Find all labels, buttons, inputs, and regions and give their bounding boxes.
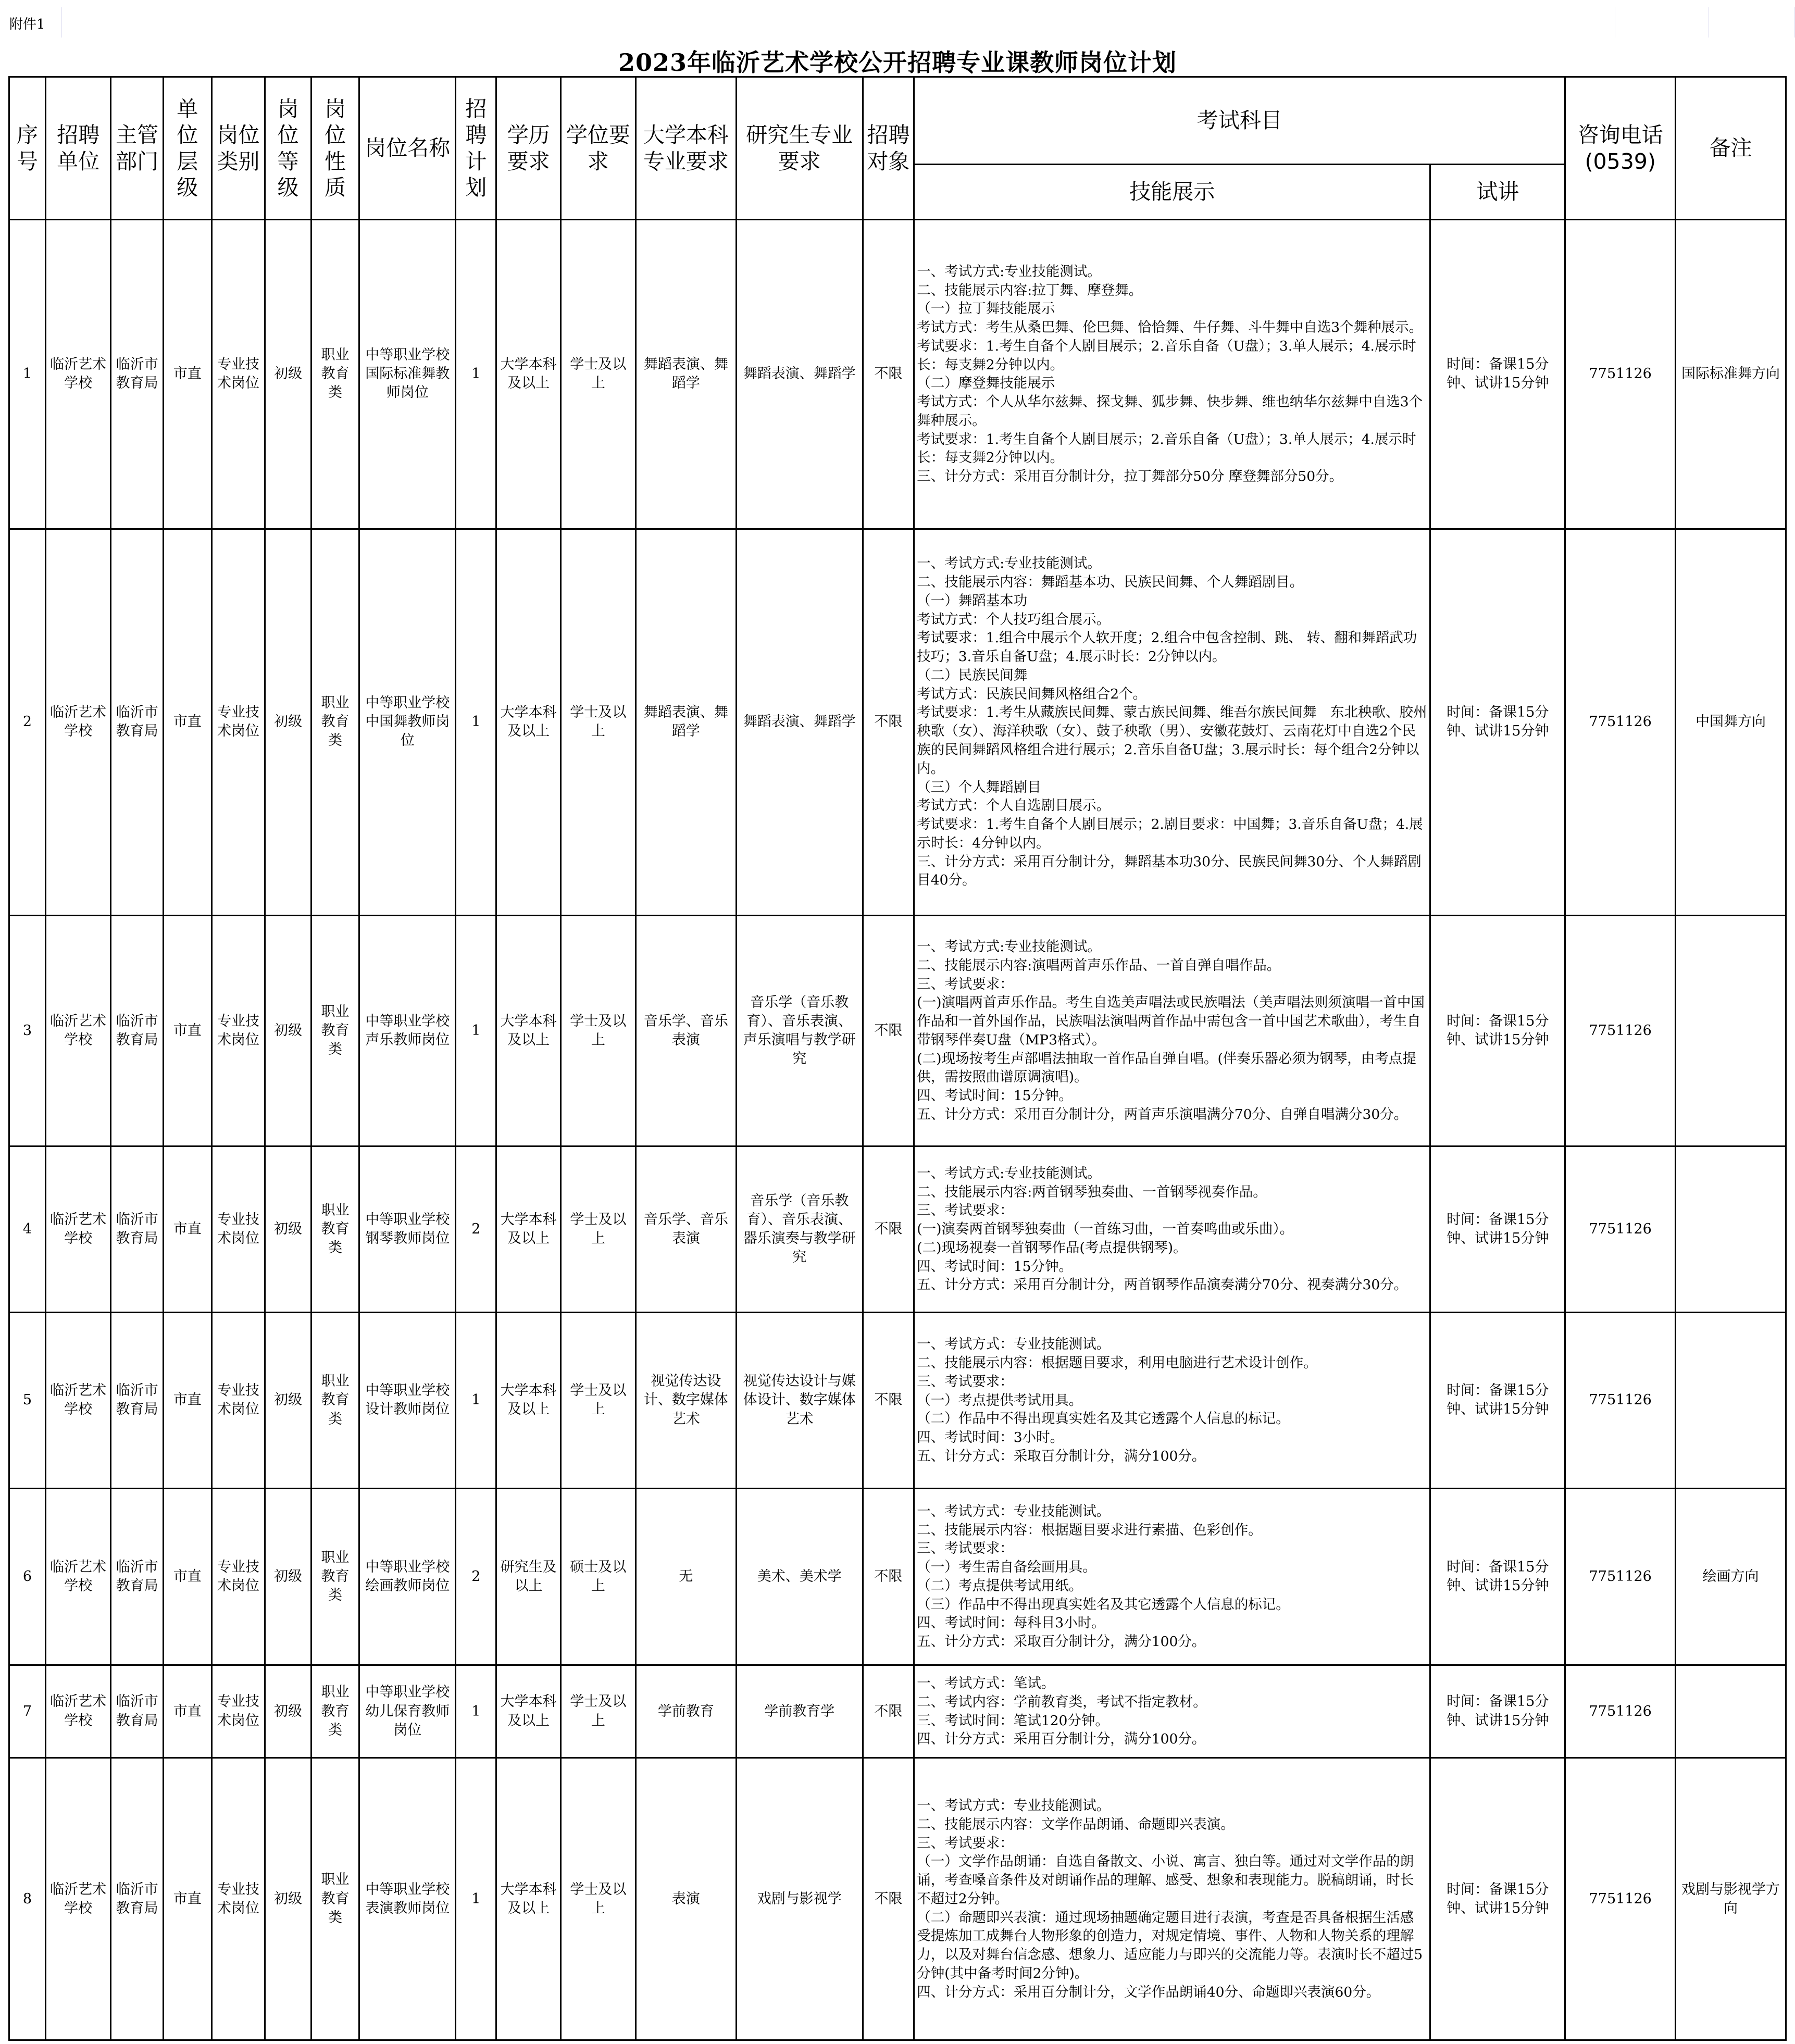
level-cell: 市直 — [164, 1488, 212, 1665]
education-cell: 研究生及以上 — [496, 1488, 560, 1665]
dept-cell: 临沂市教育局 — [111, 1312, 164, 1488]
nature-cell: 职业教育类 — [311, 1146, 359, 1313]
post-name-cell: 中等职业学校幼儿保育教师岗位 — [359, 1665, 456, 1758]
table-row — [9, 1665, 1786, 1758]
grade-cell: 初级 — [265, 1488, 311, 1665]
level-cell: 市直 — [164, 220, 212, 529]
header-nature: 岗位性质 — [311, 77, 359, 220]
trial-cell: 时间：备课15分钟、试讲15分钟 — [1430, 1488, 1565, 1665]
skills-exam-cell: 一、考试方式：专业技能测试。 二、技能展示内容：根据题目要求，利用电脑进行艺术设计创作。 三、考试要求： （一）考点提供考试用具。 （二）作品中不得出现真实姓名及其它透露个人信息的标记。 四、考试时间：3小时。 五、计分方式：采取百分制计分，满分100分。 — [914, 1312, 1430, 1488]
undergrad-major-cell: 音乐学、音乐表演 — [635, 1146, 736, 1313]
remarks-cell: 绘画方向 — [1676, 1488, 1786, 1665]
unit-cell: 临沂艺术学校 — [45, 529, 110, 915]
trial-cell: 时间：备课15分钟、试讲15分钟 — [1430, 1146, 1565, 1313]
post-name-cell: 中等职业学校设计教师岗位 — [359, 1312, 456, 1488]
grad-major-cell: 视觉传达设计与媒体设计、数字媒体艺术 — [736, 1312, 863, 1488]
grade-cell: 初级 — [265, 915, 311, 1146]
unit-cell: 临沂艺术学校 — [45, 1665, 110, 1758]
phone-cell: 7751126 — [1565, 1488, 1676, 1665]
target-cell: 不限 — [863, 1488, 914, 1665]
education-cell: 大学本科及以上 — [496, 529, 560, 915]
category-cell: 专业技术岗位 — [211, 220, 265, 529]
unit-cell: 临沂艺术学校 — [45, 1758, 110, 2040]
grad-major-cell: 舞蹈表演、舞蹈学 — [736, 529, 863, 915]
plan-cell: 1 — [456, 1758, 496, 2040]
degree-cell: 学士及以上 — [560, 1665, 635, 1758]
nature-cell: 职业教育类 — [311, 915, 359, 1146]
degree-cell: 学士及以上 — [560, 220, 635, 529]
degree-cell: 学士及以上 — [560, 529, 635, 915]
header-exam: 考试科目 — [914, 77, 1565, 165]
grad-major-cell: 美术、美术学 — [736, 1488, 863, 1665]
education-cell: 大学本科及以上 — [496, 220, 560, 529]
seq-cell: 3 — [9, 915, 46, 1146]
dept-cell: 临沂市教育局 — [111, 220, 164, 529]
grad-major-cell: 戏剧与影视学 — [736, 1758, 863, 2040]
table-row — [9, 220, 1786, 529]
table-row — [9, 915, 1786, 1146]
undergrad-major-cell: 学前教育 — [635, 1665, 736, 1758]
header-row — [9, 77, 1786, 165]
plan-cell: 1 — [456, 915, 496, 1146]
education-cell: 大学本科及以上 — [496, 1758, 560, 2040]
grade-cell: 初级 — [265, 1665, 311, 1758]
header-level: 单位层级 — [164, 77, 212, 220]
post-name-cell: 中等职业学校国际标准舞教师岗位 — [359, 220, 456, 529]
skills-exam-cell: 一、考试方式:专业技能测试。 二、技能展示内容:演唱两首声乐作品、一首自弹自唱作品。 三、考试要求： (一)演唱两首声乐作品。考生自选美声唱法或民族唱法（美声唱法则须演唱一首中国作品和一首外国作品，民族唱法演唱两首作品中需包含一首中国艺术歌曲），考生自带钢琴伴奏U盘（MP3格式）。 (二)现场按考生声部唱法抽取一首作品自弹自唱。(伴奏乐器必须为钢琴，由考点提供，需按照曲谱原调演唱)。 四、考试时间：15分钟。 五、计分方式：采用百分制计分，两首声乐演唱满分70分、自弹自唱满分30分。 — [914, 915, 1430, 1146]
table-row — [9, 529, 1786, 915]
post-name-cell: 中等职业学校中国舞教师岗位 — [359, 529, 456, 915]
category-cell: 专业技术岗位 — [211, 1146, 265, 1313]
target-cell: 不限 — [863, 529, 914, 915]
education-cell: 大学本科及以上 — [496, 1312, 560, 1488]
education-cell: 大学本科及以上 — [496, 1146, 560, 1313]
target-cell: 不限 — [863, 1665, 914, 1758]
plan-cell: 1 — [456, 529, 496, 915]
phone-cell: 7751126 — [1565, 915, 1676, 1146]
header-dept: 主管部门 — [111, 77, 164, 220]
skills-exam-cell: 一、考试方式：专业技能测试。 二、技能展示内容：根据题目要求进行素描、色彩创作。 三、考试要求： （一）考生需自备绘画用具。 （二）考点提供考试用纸。 （三）作品中不得出现真实姓名及其它透露个人信息的标记。 四、考试时间：每科目3小时。 五、计分方式：采取百分制计分，满分100分。 — [914, 1488, 1430, 1665]
table-row — [9, 1758, 1786, 2040]
skills-exam-cell: 一、考试方式:专业技能测试。 二、技能展示内容：舞蹈基本功、民族民间舞、个人舞蹈剧目。 （一）舞蹈基本功 考试方式：个人技巧组合展示。 考试要求：1.组合中展示个人软开度；2.组合中包含控制、跳、 转、翻和舞蹈武功技巧；3.音乐自备U盘；4.展示时长：2分钟以内。 （二）民族民间舞 考试方式：民族民间舞风格组合2个。 考试要求：1.考生从藏族民间舞、蒙古族民间舞、维吾尔族民间舞 东北秧歌、胶州秧歌（女）、海洋秧歌（女）、鼓子秧歌（男）、安徽花鼓灯、云南花灯中自选2个民族的民间舞蹈风格组合进行展示；2.音乐自备U盘；3.展示时长：每个组合2分钟以内。 （三）个人舞蹈剧目 考试方式：个人自选剧目展示。 考试要求：1.考生自备个人剧目展示；2.剧目要求：中国舞；3.音乐自备U盘；4.展示时长：4分钟以内。 三、计分方式：采用百分制计分，舞蹈基本功30分、民族民间舞30分、个人舞蹈剧目40分。 — [914, 529, 1430, 915]
unit-cell: 临沂艺术学校 — [45, 220, 110, 529]
header-grade: 岗位等级 — [265, 77, 311, 220]
recruitment-plan-table — [8, 76, 1787, 2041]
header-degree: 学位要求 — [560, 77, 635, 220]
grade-cell: 初级 — [265, 529, 311, 915]
undergrad-major-cell: 音乐学、音乐表演 — [635, 915, 736, 1146]
undergrad-major-cell: 视觉传达设计、数字媒体艺术 — [635, 1312, 736, 1488]
grad-major-cell: 学前教育学 — [736, 1665, 863, 1758]
header-grad-major: 研究生专业要求 — [736, 77, 863, 220]
trial-cell: 时间：备课15分钟、试讲15分钟 — [1430, 1758, 1565, 2040]
plan-cell: 1 — [456, 1312, 496, 1488]
table-row — [9, 1146, 1786, 1313]
remarks-cell: 中国舞方向 — [1676, 529, 1786, 915]
seq-cell: 7 — [9, 1665, 46, 1758]
degree-cell: 学士及以上 — [560, 915, 635, 1146]
post-name-cell: 中等职业学校声乐教师岗位 — [359, 915, 456, 1146]
phone-cell: 7751126 — [1565, 1758, 1676, 2040]
table-row — [9, 1312, 1786, 1488]
header-undergrad-major: 大学本科专业要求 — [635, 77, 736, 220]
phone-cell: 7751126 — [1565, 1146, 1676, 1313]
degree-cell: 硕士及以上 — [560, 1488, 635, 1665]
target-cell: 不限 — [863, 915, 914, 1146]
dept-cell: 临沂市教育局 — [111, 1758, 164, 2040]
seq-cell: 5 — [9, 1312, 46, 1488]
plan-cell: 1 — [456, 220, 496, 529]
level-cell: 市直 — [164, 1146, 212, 1313]
header-trial: 试讲 — [1430, 165, 1565, 220]
seq-cell: 6 — [9, 1488, 46, 1665]
category-cell: 专业技术岗位 — [211, 1488, 265, 1665]
undergrad-major-cell: 舞蹈表演、舞蹈学 — [635, 529, 736, 915]
grade-cell: 初级 — [265, 220, 311, 529]
level-cell: 市直 — [164, 1312, 212, 1488]
skills-exam-cell: 一、考试方式：笔试。 二、考试内容：学前教育类，考试不指定教材。 三、考试时间：笔试120分钟。 四、计分方式：采用百分制计分，满分100分。 — [914, 1665, 1430, 1758]
grad-major-cell: 音乐学（音乐教育）、音乐表演、器乐演奏与教学研究 — [736, 1146, 863, 1313]
dept-cell: 临沂市教育局 — [111, 1146, 164, 1313]
target-cell: 不限 — [863, 1758, 914, 2040]
grade-cell: 初级 — [265, 1312, 311, 1488]
unit-cell: 临沂艺术学校 — [45, 1488, 110, 1665]
level-cell: 市直 — [164, 529, 212, 915]
spreadsheet-top-strip — [0, 0, 1795, 38]
phone-cell: 7751126 — [1565, 529, 1676, 915]
undergrad-major-cell: 舞蹈表演、舞蹈学 — [635, 220, 736, 529]
undergrad-major-cell: 表演 — [635, 1758, 736, 2040]
grad-major-cell: 舞蹈表演、舞蹈学 — [736, 220, 863, 529]
plan-cell: 2 — [456, 1488, 496, 1665]
header-seq: 序号 — [9, 77, 46, 220]
nature-cell: 职业教育类 — [311, 1758, 359, 2040]
trial-cell: 时间：备课15分钟、试讲15分钟 — [1430, 1312, 1565, 1488]
grade-cell: 初级 — [265, 1146, 311, 1313]
dept-cell: 临沂市教育局 — [111, 915, 164, 1146]
degree-cell: 学士及以上 — [560, 1312, 635, 1488]
remarks-cell — [1676, 1665, 1786, 1758]
category-cell: 专业技术岗位 — [211, 1758, 265, 2040]
target-cell: 不限 — [863, 1146, 914, 1313]
target-cell: 不限 — [863, 1312, 914, 1488]
seq-cell: 1 — [9, 220, 46, 529]
dept-cell: 临沂市教育局 — [111, 529, 164, 915]
nature-cell: 职业教育类 — [311, 1665, 359, 1758]
trial-cell: 时间：备课15分钟、试讲15分钟 — [1430, 220, 1565, 529]
plan-cell: 2 — [456, 1146, 496, 1313]
seq-cell: 8 — [9, 1758, 46, 2040]
remarks-cell — [1676, 1312, 1786, 1488]
trial-cell: 时间：备课15分钟、试讲15分钟 — [1430, 529, 1565, 915]
grad-major-cell: 音乐学（音乐教育）、音乐表演、声乐演唱与教学研究 — [736, 915, 863, 1146]
level-cell: 市直 — [164, 1665, 212, 1758]
trial-cell: 时间：备课15分钟、试讲15分钟 — [1430, 915, 1565, 1146]
header-target: 招聘对象 — [863, 77, 914, 220]
category-cell: 专业技术岗位 — [211, 1312, 265, 1488]
header-unit: 招聘单位 — [45, 77, 110, 220]
nature-cell: 职业教育类 — [311, 220, 359, 529]
plan-cell: 1 — [456, 1665, 496, 1758]
post-name-cell: 中等职业学校钢琴教师岗位 — [359, 1146, 456, 1313]
phone-cell: 7751126 — [1565, 220, 1676, 529]
seq-cell: 4 — [9, 1146, 46, 1313]
skills-exam-cell: 一、考试方式:专业技能测试。 二、技能展示内容:拉丁舞、摩登舞。 （一）拉丁舞技能展示 考试方式：考生从桑巴舞、伦巴舞、恰恰舞、牛仔舞、斗牛舞中自选3个舞种展示。 考试要求：1.考生自备个人剧目展示；2.音乐自备（U盘）；3.单人展示；4.展示时长：每支舞2分钟以内。 （二）摩登舞技能展示 考试方式：个人从华尔兹舞、探戈舞、狐步舞、快步舞、维也纳华尔兹舞中自选3个舞种展示。 考试要求：1.考生自备个人剧目展示；2.音乐自备（U盘）；3.单人展示；4.展示时长：每支舞2分钟以内。 三、计分方式：采用百分制计分，拉丁舞部分50分 摩登舞部分50分。 — [914, 220, 1430, 529]
header-phone: 咨询电话(0539) — [1565, 77, 1676, 220]
skills-exam-cell: 一、考试方式：专业技能测试。 二、技能展示内容：文学作品朗诵、命题即兴表演。 三、考试要求： （一）文学作品朗诵：自选自备散文、小说、寓言、独白等。通过对文学作品的朗诵，考查嗓音条件及对朗诵作品的理解、感受、想象和表现能力。脱稿朗诵，时长不超过2分钟。 （二）命题即兴表演：通过现场抽题确定题目进行表演，考查是否具备根据生活感受提炼加工成舞台人物形象的创造力，对规定情境、事件、人物和人物关系的理解力，以及对舞台信念感、想象力、适应能力与即兴的交流能力等。表演时长不超过5分钟(其中备考时间2分钟)。 四、计分方式：采用百分制计分，文学作品朗诵40分、命题即兴表演60分。 — [914, 1758, 1430, 2040]
nature-cell: 职业教育类 — [311, 1312, 359, 1488]
phone-cell: 7751126 — [1565, 1665, 1676, 1758]
level-cell: 市直 — [164, 915, 212, 1146]
remarks-cell — [1676, 915, 1786, 1146]
target-cell: 不限 — [863, 220, 914, 529]
nature-cell: 职业教育类 — [311, 1488, 359, 1665]
post-name-cell: 中等职业学校表演教师岗位 — [359, 1758, 456, 2040]
degree-cell: 学士及以上 — [560, 1146, 635, 1313]
table-row — [9, 1488, 1786, 1665]
category-cell: 专业技术岗位 — [211, 915, 265, 1146]
nature-cell: 职业教育类 — [311, 529, 359, 915]
grid-divider — [61, 7, 62, 38]
dept-cell: 临沂市教育局 — [111, 1665, 164, 1758]
grade-cell: 初级 — [265, 1758, 311, 2040]
document-title: 2023年临沂艺术学校公开招聘专业课教师岗位计划 — [618, 48, 1177, 77]
seq-cell: 2 — [9, 529, 46, 915]
education-cell: 大学本科及以上 — [496, 915, 560, 1146]
phone-cell: 7751126 — [1565, 1312, 1676, 1488]
undergrad-major-cell: 无 — [635, 1488, 736, 1665]
header-remarks: 备注 — [1676, 77, 1786, 220]
category-cell: 专业技术岗位 — [211, 1665, 265, 1758]
skills-exam-cell: 一、考试方式:专业技能测试。 二、技能展示内容:两首钢琴独奏曲、一首钢琴视奏作品。 三、考试要求： (一)演奏两首钢琴独奏曲（一首练习曲，一首奏鸣曲或乐曲）。 (二)现场视奏一首钢琴作品(考点提供钢琴)。 四、考试时间：15分钟。 五、计分方式：采用百分制计分，两首钢琴作品演奏满分70分、视奏满分30分。 — [914, 1146, 1430, 1313]
remarks-cell: 戏剧与影视学方向 — [1676, 1758, 1786, 2040]
education-cell: 大学本科及以上 — [496, 1665, 560, 1758]
header-post-name: 岗位名称 — [359, 77, 456, 220]
trial-cell: 时间：备课15分钟、试讲15分钟 — [1430, 1665, 1565, 1758]
post-name-cell: 中等职业学校绘画教师岗位 — [359, 1488, 456, 1665]
dept-cell: 临沂市教育局 — [111, 1488, 164, 1665]
annex-label: 附件1 — [9, 17, 45, 32]
header-plan: 招聘计划 — [456, 77, 496, 220]
unit-cell: 临沂艺术学校 — [45, 915, 110, 1146]
header-education: 学历要求 — [496, 77, 560, 220]
level-cell: 市直 — [164, 1758, 212, 2040]
header-category: 岗位类别 — [211, 77, 265, 220]
unit-cell: 临沂艺术学校 — [45, 1146, 110, 1313]
remarks-cell — [1676, 1146, 1786, 1313]
unit-cell: 临沂艺术学校 — [45, 1312, 110, 1488]
category-cell: 专业技术岗位 — [211, 529, 265, 915]
degree-cell: 学士及以上 — [560, 1758, 635, 2040]
header-skills: 技能展示 — [914, 165, 1430, 220]
remarks-cell: 国际标准舞方向 — [1676, 220, 1786, 529]
